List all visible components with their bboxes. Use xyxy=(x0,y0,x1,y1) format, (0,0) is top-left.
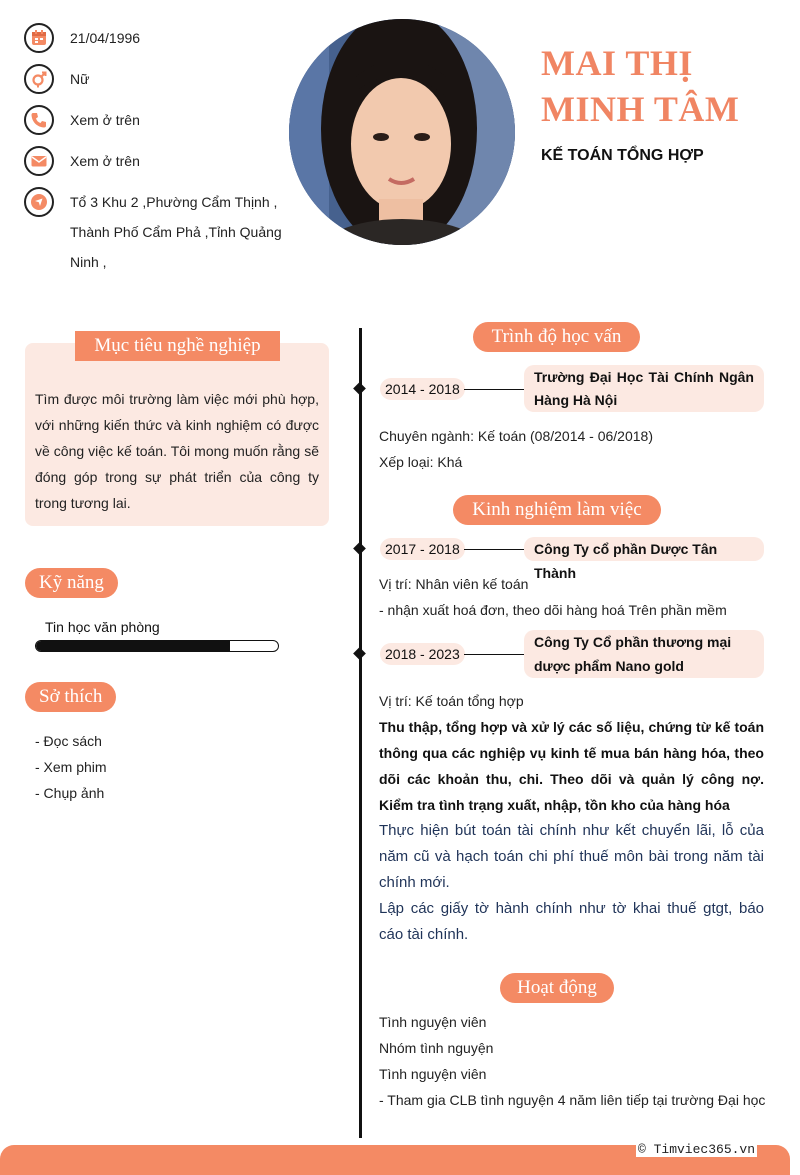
activity-item: Tình nguyện viên xyxy=(379,1014,487,1030)
experience-detail: Thu thập, tổng hợp và xử lý các số liệu, chứng từ kế toán thông qua các nghiệp vụ kinh tế mua bán hàng hóa, theo dõi các khoản thu, chi. Theo dõi và quản lý công nợ. Kiểm tra tình trạng xuất, nhập, tồn kho của hàng hóa xyxy=(379,719,764,813)
name-line-2: MINH TÂM xyxy=(541,89,740,129)
phone-text: Xem ở trên xyxy=(70,112,140,128)
email-icon xyxy=(24,146,54,176)
footer-credit: © Timviec365.vn xyxy=(638,1142,756,1157)
address-line: Tổ 3 Khu 2 ,Phường Cẩm Thịnh , xyxy=(70,194,278,210)
career-goal-heading: Mục tiêu nghề nghiệp xyxy=(75,331,280,361)
dob-text: 21/04/1996 xyxy=(70,30,141,46)
skill-bar-fill xyxy=(36,641,230,651)
address-line: Ninh , xyxy=(70,254,107,270)
address-text xyxy=(70,187,285,277)
job-title: KẾ TOÁN TỔNG HỢP xyxy=(541,147,704,164)
skill-bar xyxy=(35,640,279,652)
gender-icon xyxy=(24,64,54,94)
hobby-item: - Đọc sách xyxy=(35,733,102,749)
experience-position: Vị trí: Nhân viên kế toán xyxy=(379,576,529,592)
activity-item: Nhóm tình nguyện xyxy=(379,1040,494,1056)
skill-name: Tin học văn phòng xyxy=(45,619,160,635)
activity-item: Tình nguyện viên xyxy=(379,1066,487,1082)
experience-company: Công Ty Cổ phần thương mại dược phẩm Nano gold xyxy=(524,630,764,678)
phone-icon xyxy=(24,105,54,135)
experience-heading: Kinh nghiệm làm việc xyxy=(453,495,661,525)
timeline-marker xyxy=(353,382,366,395)
experience-period: 2017 - 2018 xyxy=(380,538,465,560)
timeline-line xyxy=(359,328,362,1138)
experience-position: Vị trí: Kế toán tổng hợp xyxy=(379,693,524,709)
experience-detail: Lập các giấy tờ hành chính như tờ khai thuế gtgt, báo cáo tài chính. xyxy=(379,900,764,943)
candidate-name xyxy=(541,40,739,132)
education-period: 2014 - 2018 xyxy=(380,378,465,400)
name-line-1: MAI THỊ xyxy=(541,43,693,83)
gender-text: Nữ xyxy=(70,71,90,87)
timeline-connector xyxy=(464,389,524,390)
experience-period: 2018 - 2023 xyxy=(380,643,465,665)
experience-detail: - nhận xuất hoá đơn, theo dõi hàng hoá Trên phần mềm xyxy=(379,602,727,618)
education-grade: Xếp loại: Khá xyxy=(379,454,463,470)
education-school: Trường Đại Học Tài Chính Ngân Hàng Hà Nội xyxy=(524,365,764,412)
address-line: Thành Phố Cẩm Phả ,Tỉnh Quảng xyxy=(70,224,282,240)
experience-company: Công Ty cổ phần Dược Tân Thành xyxy=(524,537,764,561)
timeline-marker xyxy=(353,647,366,660)
experience-detail: Thực hiện bút toán tài chính như kết chuyển lãi, lỗ của năm cũ và hạch toán chi phí thuế môn bài trong năm tài chính mới. xyxy=(379,822,764,891)
timeline-connector xyxy=(464,654,524,655)
hobby-item: - Xem phim xyxy=(35,759,107,775)
profile-photo xyxy=(289,19,515,245)
calendar-icon xyxy=(24,23,54,53)
location-icon xyxy=(24,187,54,217)
activities-heading: Hoạt động xyxy=(500,973,614,1003)
skills-heading: Kỹ năng xyxy=(25,568,118,598)
activity-item: - Tham gia CLB tình nguyện 4 năm liên tiếp tại trường Đại học xyxy=(379,1092,766,1108)
education-major: Chuyên ngành: Kế toán (08/2014 - 06/2018) xyxy=(379,428,653,444)
career-goal-text: Tìm được môi trường làm việc mới phù hợp, với những kiến thức và kinh nghiệm có được về công việc kế toán. Tôi mong muốn rằng sẽ đóng góp trong sự phát triển của công ty trong tương lai. xyxy=(35,391,319,511)
email-text: Xem ở trên xyxy=(70,153,140,169)
timeline-marker xyxy=(353,542,366,555)
education-heading: Trình độ học vấn xyxy=(473,322,640,352)
timeline-connector xyxy=(464,549,524,550)
hobbies-heading: Sở thích xyxy=(25,682,116,712)
hobby-item: - Chụp ảnh xyxy=(35,785,105,801)
